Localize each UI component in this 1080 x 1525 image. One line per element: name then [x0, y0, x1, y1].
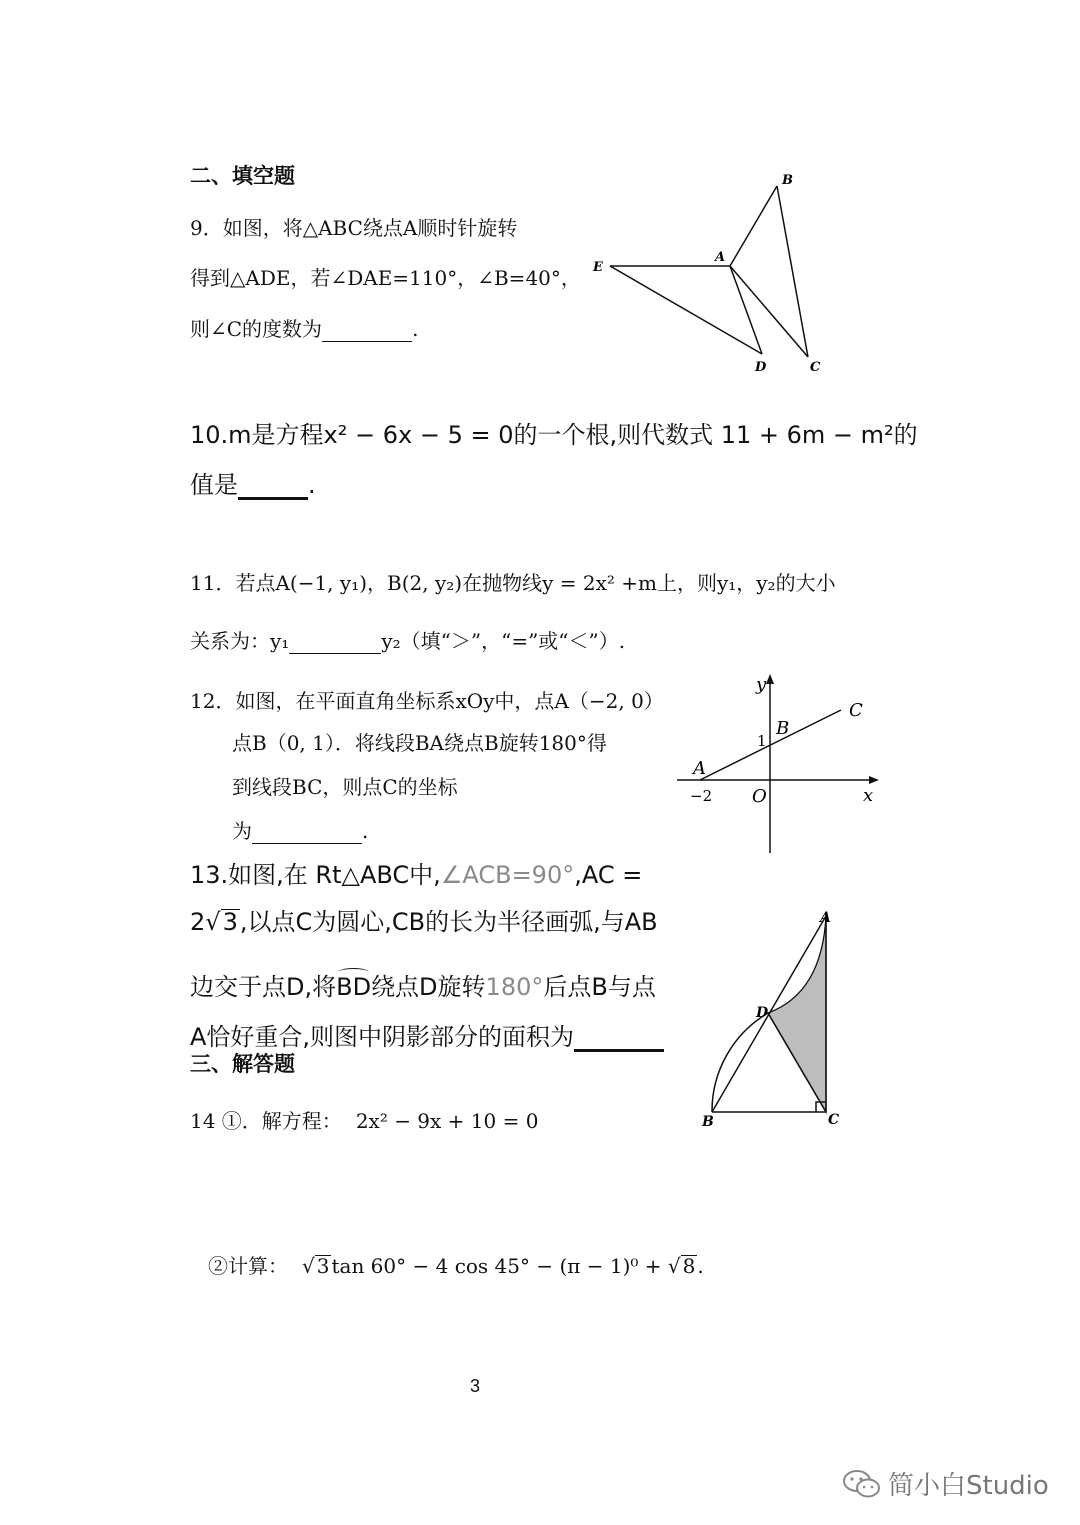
q11-line2-pre: 关系为：y₁: [190, 629, 290, 653]
q14-part2-label: ②计算：: [208, 1254, 288, 1278]
page-number: 3: [470, 1376, 481, 1396]
q14-part2-radicand2: 8: [682, 1254, 696, 1278]
q13-shaded-region: [768, 916, 826, 1112]
q14-part2-radicand1: 3: [316, 1254, 330, 1278]
q10-answer-blank: [238, 471, 308, 500]
q11-line2: [190, 625, 625, 654]
q13-line1: [190, 855, 642, 890]
watermark: [842, 1465, 1049, 1502]
q13-arc-mark: [338, 968, 369, 977]
q10-line2-text: 值是: [190, 471, 238, 499]
q13-label-D: D: [756, 1005, 769, 1021]
q10-end: .: [308, 471, 316, 499]
q13-line4: [190, 1017, 664, 1052]
q12-label-C: C: [849, 700, 863, 721]
q14-part1-label: 14 ①．解方程：: [190, 1109, 342, 1133]
section-heading-fill-blank: 二、填空题: [190, 164, 295, 188]
q12-line4-text: 为: [232, 819, 252, 843]
q9-label-D: D: [755, 360, 767, 375]
q9-label-A: A: [715, 250, 726, 265]
q14-part2-end: .: [697, 1254, 704, 1278]
q9-segment-AD: [730, 266, 762, 354]
wechat-icon: [842, 1468, 882, 1500]
q13-figure: [690, 900, 860, 1135]
q14-part2: ②计算： √ 3 tan 60° − 4 cos 45° − (π − 1)⁰ + √ 8 .: [208, 1254, 704, 1278]
q13-line3-b: 绕点D旋转: [371, 973, 486, 1001]
q13-arc-BD-text: BD: [336, 973, 372, 1001]
q13-label-C: C: [828, 1112, 840, 1128]
q9-label-C: C: [810, 360, 821, 375]
q13-arc-BD: [336, 973, 371, 1001]
q9-line3: [190, 313, 418, 342]
q9-segment-AC: [730, 266, 808, 357]
q12-x-arrow: [869, 776, 879, 784]
q12-tick-neg2: −2: [690, 787, 713, 805]
q9-end: .: [412, 317, 419, 341]
q12-y-arrow: [766, 674, 774, 684]
q11-line1: 11．若点A(−1, y₁)，B(2, y₂)在抛物线y = 2x² +m上，则y₁，y₂的大小: [190, 571, 836, 595]
q13-line2-rest: ,以点C为圆心,CB的长为半径画弧,与AB: [239, 908, 658, 936]
q12-line2: 点B（0, 1）．将线段BA绕点B旋转180°得: [232, 731, 607, 755]
q13-label-A: A: [820, 910, 831, 926]
q14-part1: [190, 1105, 538, 1134]
q9-line1: 9．如图，将△ABC绕点A顺时针旋转: [190, 216, 518, 240]
q9-label-E: E: [593, 260, 603, 275]
q12-answer-blank: [252, 821, 362, 844]
section-heading-answer: 三、解答题: [190, 1052, 295, 1076]
q12-label-A: A: [693, 758, 706, 779]
q9-label-B: B: [782, 173, 793, 188]
q11-line2-post: （填“＞”，“=”或“＜”）.: [400, 629, 626, 653]
q12-tick-1: 1: [757, 732, 767, 750]
q14-part1-equation: 2x² − 9x + 10 = 0: [355, 1109, 539, 1133]
q9-line3-text: 则∠C的度数为: [190, 317, 323, 341]
q12-label-y: y: [756, 674, 767, 695]
q13-line3-gray: 180°: [485, 973, 544, 1001]
q13-line2: 2√3,以点C为圆心,CB的长为半径画弧,与AB: [190, 908, 658, 936]
q11-answer-blank: [289, 631, 381, 654]
q12-end: .: [362, 819, 369, 843]
q13-line2-coef: 2: [190, 908, 206, 936]
q9-segment-ED: [610, 266, 762, 354]
q9-segment-BC: [777, 186, 808, 357]
q12-label-x: x: [863, 785, 874, 806]
q13-answer-blank: [574, 1023, 664, 1052]
q13-line3-a: 边交于点D,将: [190, 973, 337, 1001]
q9-line2: 得到△ADE，若∠DAE=110°，∠B=40°，: [190, 266, 581, 290]
q10-line1: 10.m是方程x² − 6x − 5 = 0的一个根,则代数式 11 + 6m − m²的: [190, 421, 918, 449]
q13-line3-c: 后点B与点: [543, 973, 656, 1001]
watermark-text: 简小白Studio: [888, 1471, 1049, 1501]
q13-line1-gray: ∠ACB=90°: [440, 861, 575, 889]
q12-figure: [665, 668, 895, 858]
q13-line4-text: A恰好重合,则图中阴影部分的面积为: [190, 1023, 575, 1051]
q11-line2-mid: y₂: [381, 629, 401, 653]
q12-line3: 到线段BC，则点C的坐标: [232, 775, 458, 799]
q12-label-B: B: [776, 718, 790, 739]
q13-label-B: B: [702, 1114, 714, 1130]
q13-line2-radicand: 3: [222, 908, 238, 936]
q13-line1-b: ,AC =: [574, 861, 643, 889]
q12-line1: 12．如图，在平面直角坐标系xOy中，点A（−2, 0）: [190, 689, 664, 713]
q13-line1-a: 13.如图,在 Rt△ABC中,: [190, 861, 441, 889]
q9-figure: [580, 165, 850, 380]
q9-answer-blank: [322, 319, 412, 342]
q14-part2-mid: tan 60° − 4 cos 45° − (π − 1)⁰ +: [331, 1254, 668, 1278]
q12-line4: [232, 815, 368, 844]
q13-line3: [190, 967, 656, 1002]
q12-label-O: O: [752, 786, 767, 807]
q10-line2: [190, 465, 316, 500]
q9-segment-AB: [730, 186, 777, 266]
